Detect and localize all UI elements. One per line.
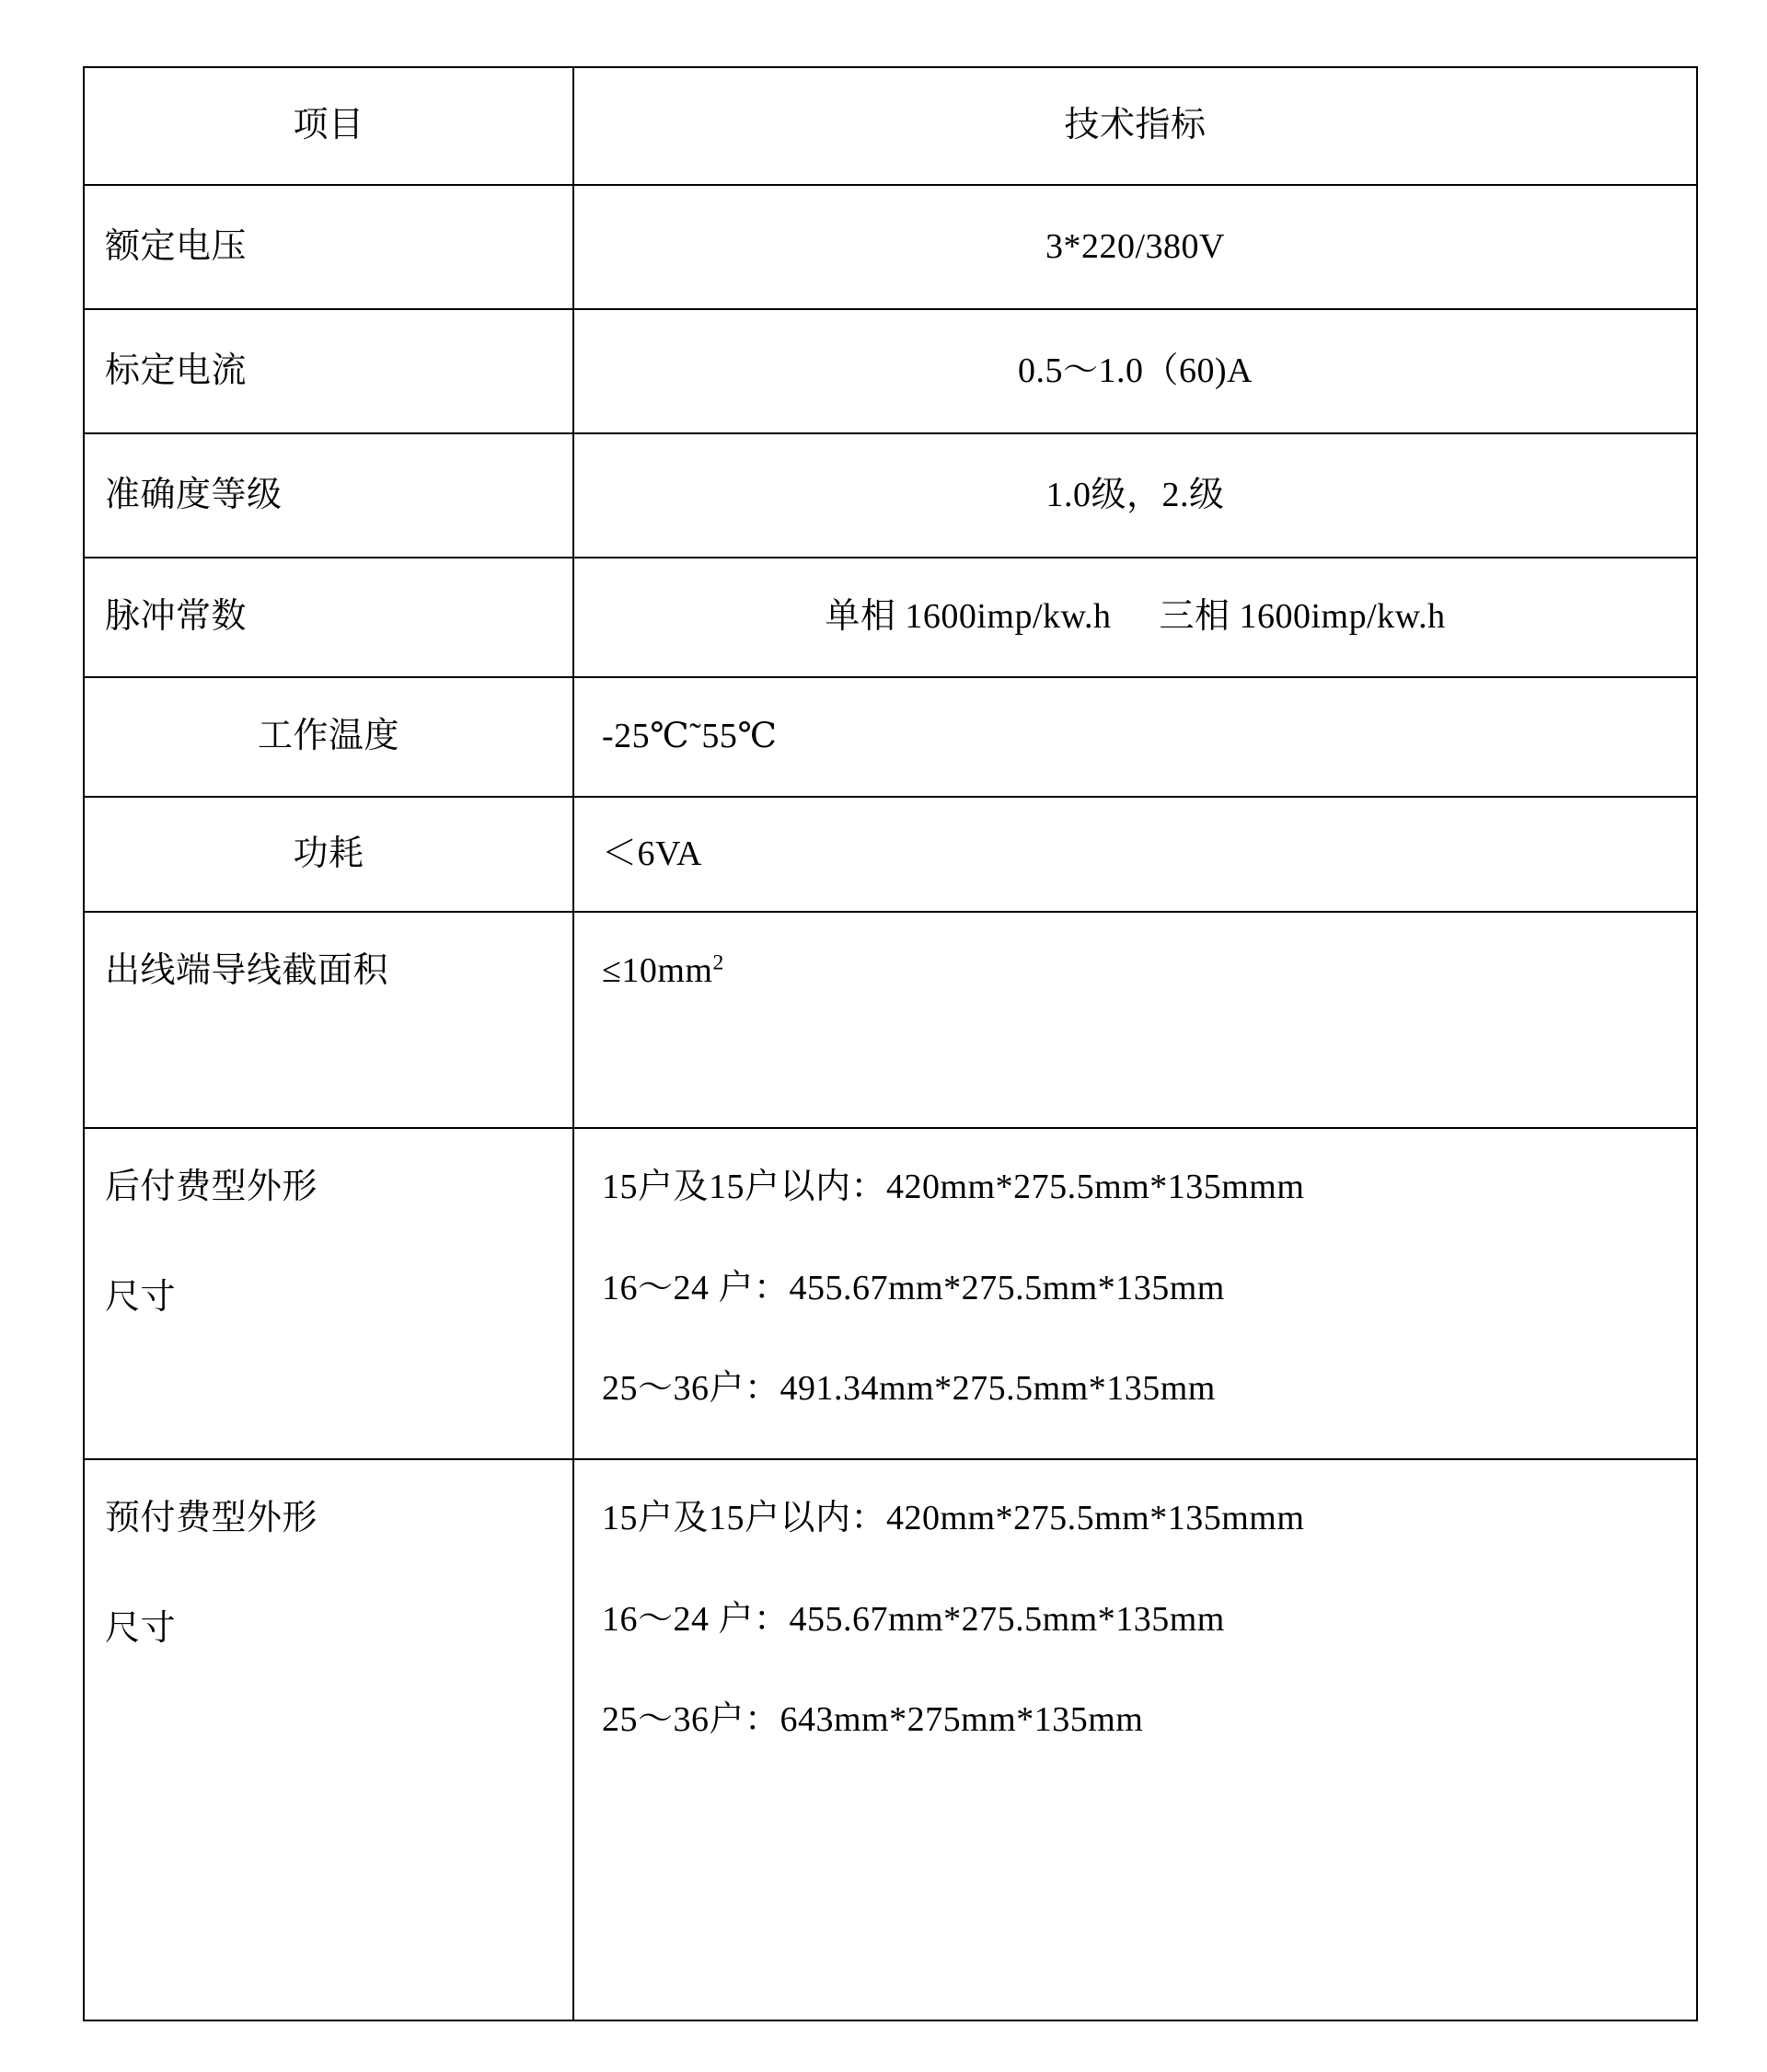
table-row-accuracy-class [84, 433, 1697, 558]
column-header-spec: 技术指标 [573, 67, 1697, 185]
technical-specification-table [83, 66, 1698, 2021]
table-row-postpaid-dimensions [84, 1128, 1697, 1459]
prepaid-label-lines [105, 1497, 572, 1651]
table-row-prepaid-dimensions [84, 1459, 1697, 2020]
column-header-item: 项目 [84, 67, 573, 185]
row-value-rated-voltage: 3*220/380V [573, 185, 1697, 309]
row-value-accuracy-class: 1.0级，2.级 [573, 433, 1697, 558]
postpaid-label-line-1: 后付费型外形 [105, 1168, 318, 1206]
row-label-operating-temperature: 工作温度 [84, 677, 573, 797]
table-header-row [84, 67, 1697, 185]
table-row-pulse-constant [84, 558, 1697, 677]
row-label-postpaid-dimensions [84, 1128, 573, 1459]
row-label-outlet-conductor-section: 出线端导线截面积 [84, 912, 573, 1128]
table-row-rated-current [84, 309, 1697, 433]
postpaid-label-lines [105, 1166, 572, 1319]
row-value-prepaid-dimensions [573, 1459, 1697, 2020]
prepaid-label-line-1: 预付费型外形 [105, 1499, 318, 1537]
pulse-single-phase: 单相 1600imp/kw.h [825, 597, 1112, 637]
postpaid-dimension-3: 25～36户：491.34mm*275.5mm*135mm [602, 1369, 1216, 1408]
row-label-rated-current: 标定电流 [84, 309, 573, 433]
postpaid-label-line-2: 尺寸 [105, 1277, 177, 1317]
postpaid-dimension-1: 15户及15户以内：420mm*275.5mm*135mmm [602, 1168, 1305, 1206]
row-value-postpaid-dimensions [573, 1128, 1697, 1459]
table-row-rated-voltage [84, 185, 1697, 309]
table-row-operating-temperature [84, 677, 1697, 797]
table-row-power-consumption [84, 797, 1697, 912]
row-value-operating-temperature: -25℃˜55℃ [573, 677, 1697, 797]
row-label-accuracy-class: 准确度等级 [84, 433, 573, 558]
conductor-section-value: ≤10mm [602, 951, 713, 990]
postpaid-dimension-2: 16～24 户：455.67mm*275.5mm*135mm [602, 1268, 1225, 1307]
table-row-outlet-conductor-section [84, 912, 1697, 1128]
postpaid-dimension-list [602, 1166, 1696, 1411]
conductor-section-exponent: 2 [712, 950, 724, 975]
row-value-pulse-constant [573, 558, 1697, 677]
pulse-three-phase: 三相 1600imp/kw.h [1159, 597, 1446, 637]
prepaid-label-line-2: 尺寸 [105, 1608, 177, 1648]
row-label-pulse-constant: 脉冲常数 [84, 558, 573, 677]
prepaid-dimension-1: 15户及15户以内：420mm*275.5mm*135mmm [602, 1499, 1305, 1537]
row-label-rated-voltage: 额定电压 [84, 185, 573, 309]
row-value-rated-current: 0.5～1.0（60)A [573, 309, 1697, 433]
prepaid-dimension-2: 16～24 户：455.67mm*275.5mm*135mm [602, 1599, 1225, 1639]
row-label-power-consumption: 功耗 [84, 797, 573, 912]
row-value-power-consumption: ＜6VA [573, 797, 1697, 912]
row-label-prepaid-dimensions [84, 1459, 573, 2020]
prepaid-dimension-3: 25～36户：643mm*275mm*135mm [602, 1700, 1144, 1739]
row-value-outlet-conductor-section [573, 912, 1697, 1128]
prepaid-dimension-list [602, 1497, 1696, 1743]
